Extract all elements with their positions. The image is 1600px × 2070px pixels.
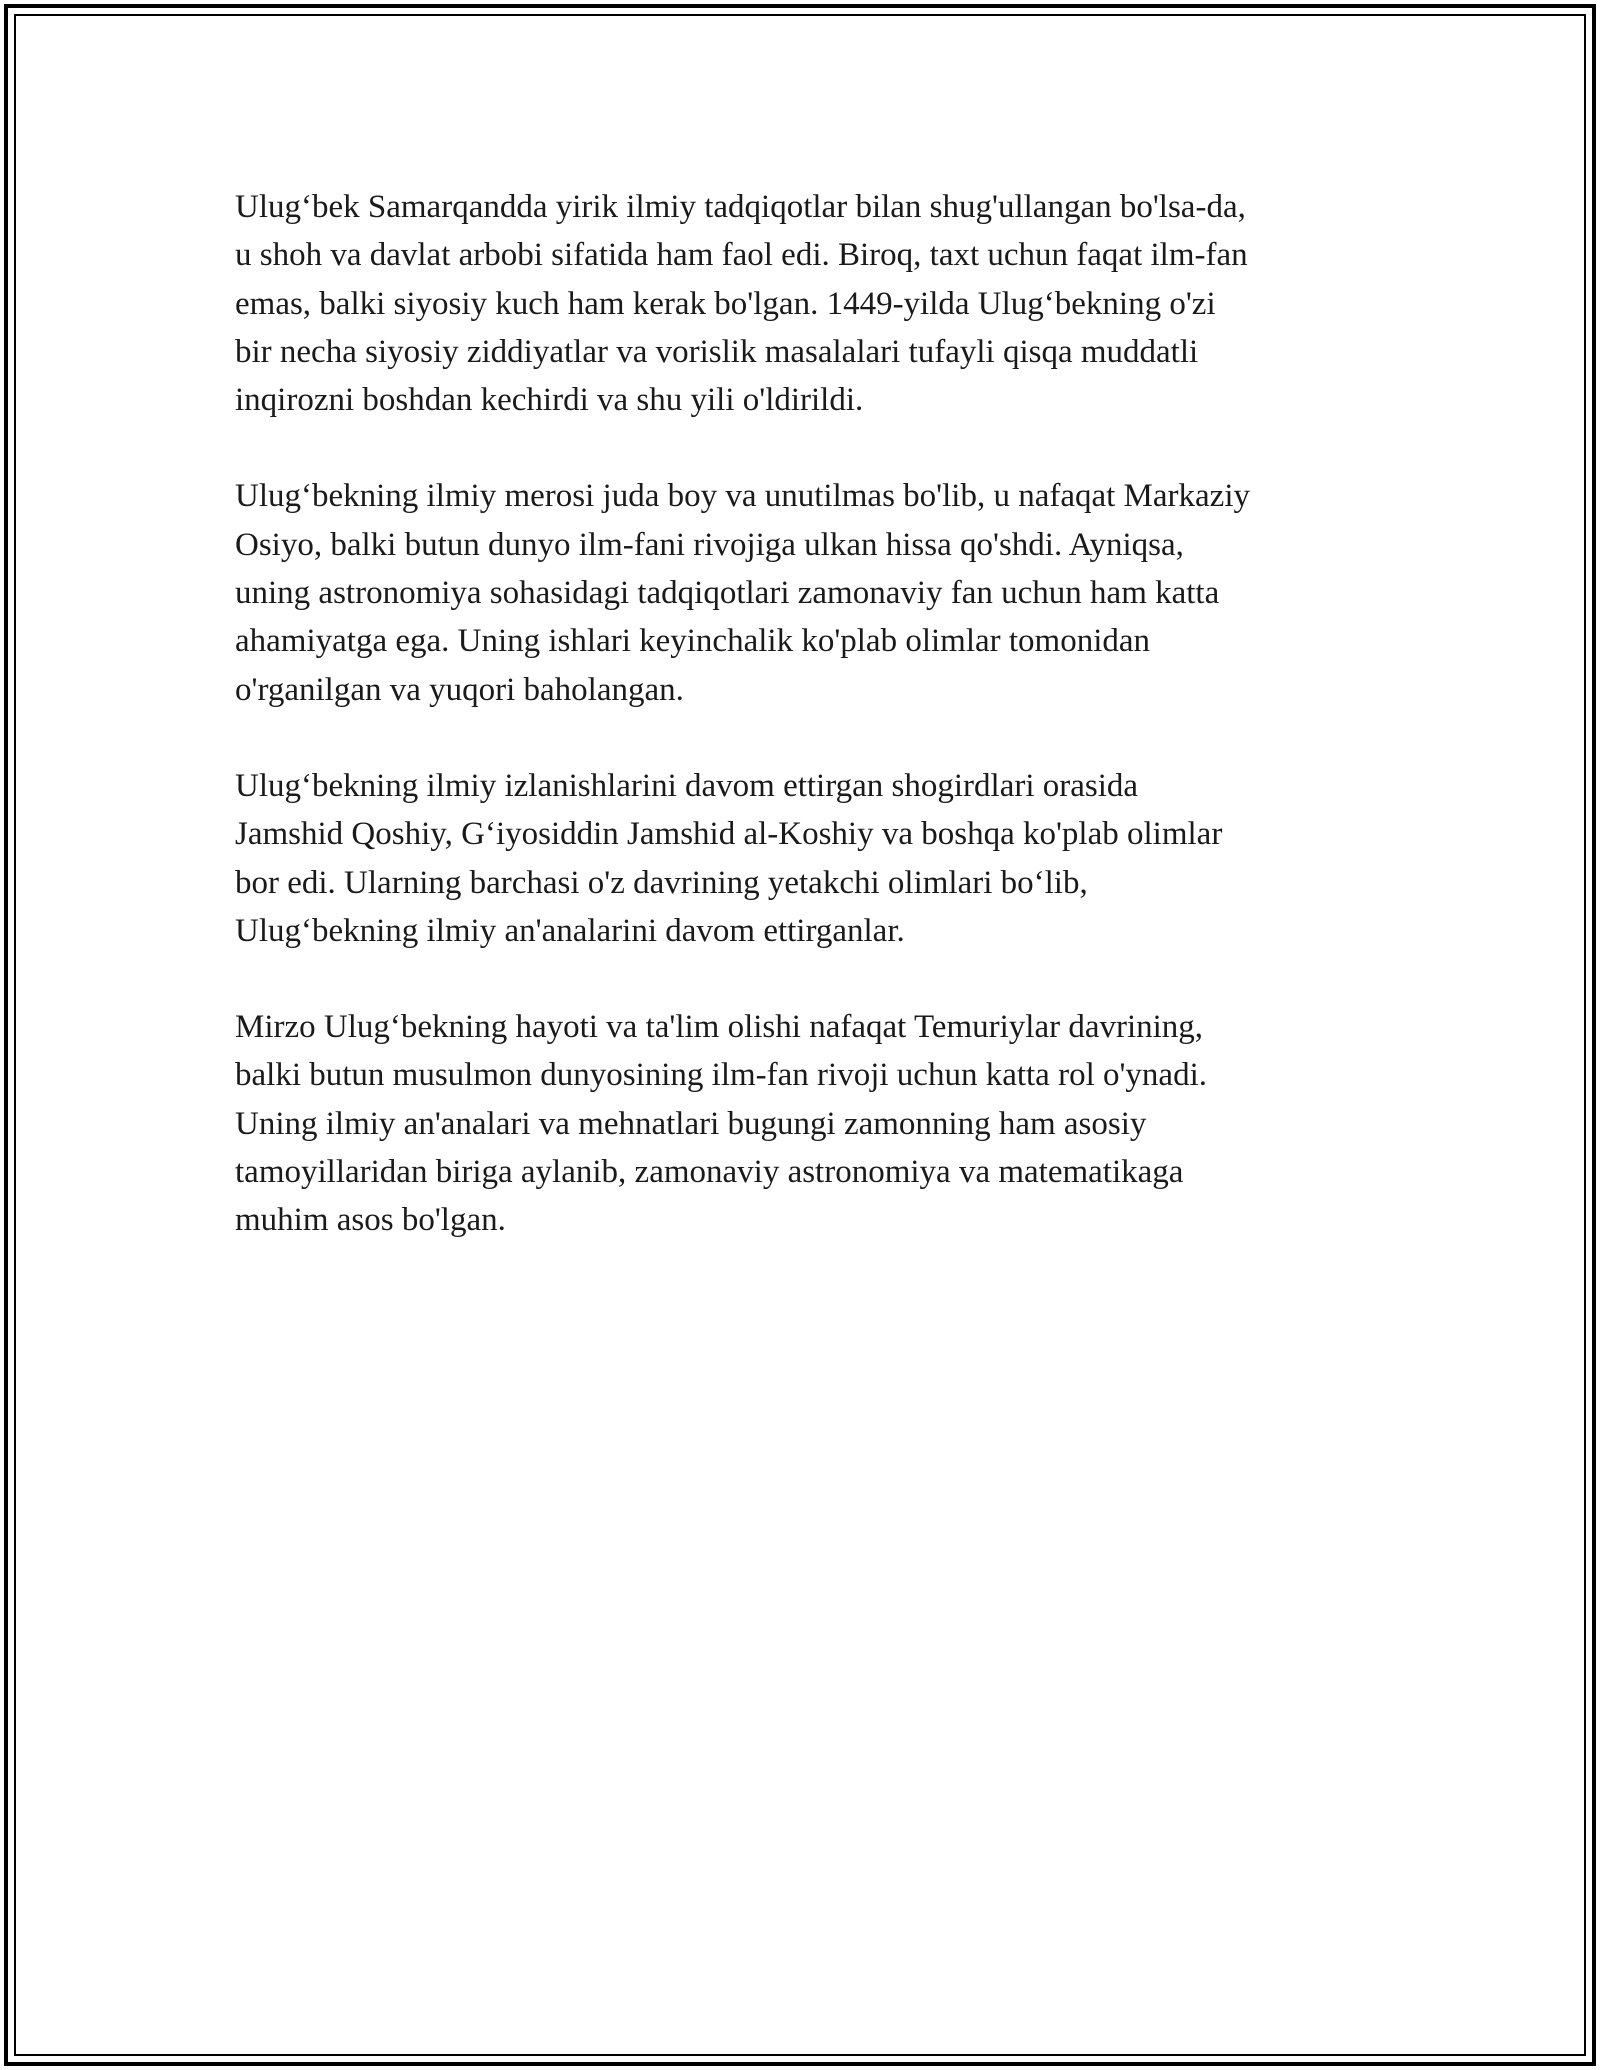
paragraph-3: Ulug‘bekning ilmiy izlanishlarini davom ettirgan shogirdlari orasida Jamshid Qoshiy, G‘iyosiddin Jamshid al-Koshiy va boshqa ko'plab olimlar bor edi. Ularning barchasi o'z davrining yetakchi olimlari bo‘lib, Ulug‘bekning ilmiy an'analarini davom ettirganlar. — [235, 767, 1223, 949]
document-body — [235, 183, 1385, 1293]
paragraph-4: Mirzo Ulug‘bekning hayoti va ta'lim olishi nafaqat Temuriylar davrining, balki butun musulmon dunyosining ilm-fan rivoji uchun katta rol o'ynadi. Uning ilmiy an'analari va mehnatlari bugungi zamonning ham asosiy tamoyillaridan biriga aylanib, zamonaviy astronomiya va matematikaga muhim asos bo'lgan. — [235, 1009, 1208, 1239]
paragraph-1: Ulug‘bek Samarqandda yirik ilmiy tadqiqotlar bilan shug'ullangan bo'lsa-da, u shoh va davlat arbobi sifatida ham faol edi. Biroq, taxt uchun faqat ilm-fan emas, balki siyosiy kuch ham kerak bo'lgan. 1449-yilda Ulug‘bekning o'zi bir necha siyosiy ziddiyatlar va vorislik masalalari tufayli qisqa muddatli inqirozni boshdan kechirdi va shu yili o'ldirildi. — [235, 189, 1248, 419]
paragraph-2: Ulug‘bekning ilmiy merosi juda boy va unutilmas bo'lib, u nafaqat Markaziy Osiyo, balki butun dunyo ilm-fani rivojiga ulkan hissa qo'shdi. Ayniqsa, uning astronomiya sohasidagi tadqiqotlari zamonaviy fan uchun ham katta ahamiyatga ega. Uning ishlari keyinchalik ko'plab olimlar tomonidan o'rganilgan va yuqori baholangan. — [235, 478, 1250, 708]
